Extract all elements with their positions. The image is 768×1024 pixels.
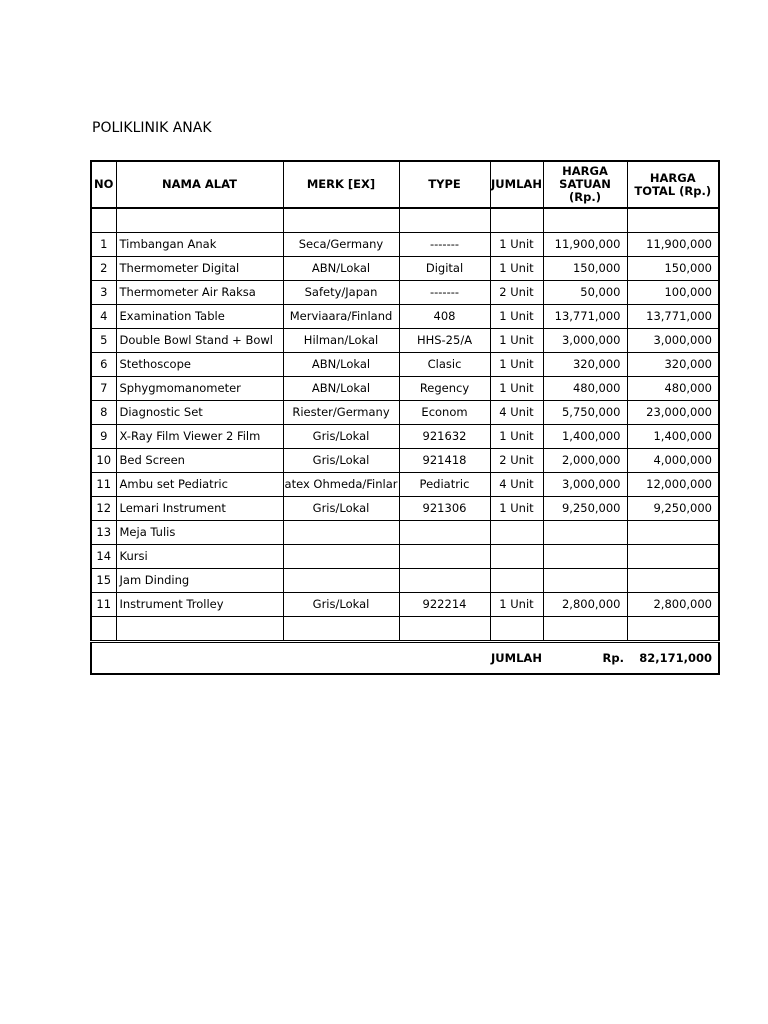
cell-harga-satuan: 11,900,000 [543, 233, 627, 257]
cell-type: ------- [399, 233, 490, 257]
cell-merk: Gris/Lokal [283, 425, 399, 449]
cell-nama-alat: Examination Table [116, 305, 283, 329]
cell-nama-alat: Thermometer Air Raksa [116, 281, 283, 305]
cell-harga-satuan: 3,000,000 [543, 329, 627, 353]
table-row [91, 425, 719, 449]
cell-harga-satuan: 2,800,000 [543, 593, 627, 617]
cell-harga-total: 2,800,000 [627, 593, 719, 617]
cell-nama-alat: Diagnostic Set [116, 401, 283, 425]
cell-no: 15 [91, 569, 116, 593]
cell-jumlah: 1 Unit [490, 257, 543, 281]
cell-harga-satuan: 480,000 [543, 377, 627, 401]
cell-merk: Hilman/Lokal [283, 329, 399, 353]
table-row [91, 545, 719, 569]
cell-type [399, 521, 490, 545]
cell-harga-satuan [543, 569, 627, 593]
header-nama-alat: NAMA ALAT [116, 161, 283, 208]
header-merk: MERK [EX] [283, 161, 399, 208]
cell-type: Digital [399, 257, 490, 281]
cell-type: Pediatric [399, 473, 490, 497]
cell-no: 14 [91, 545, 116, 569]
header-harga-satuan: HARGA SATUAN (Rp.) [543, 161, 627, 208]
cell-nama-alat: Sphygmomanometer [116, 377, 283, 401]
cell-harga-total [627, 521, 719, 545]
cell-jumlah [490, 545, 543, 569]
cell-merk: ABN/Lokal [283, 353, 399, 377]
cell-harga-total: 480,000 [627, 377, 719, 401]
cell-jumlah: 2 Unit [490, 449, 543, 473]
cell-merk [283, 545, 399, 569]
cell-no: 10 [91, 449, 116, 473]
cell-harga-total: 9,250,000 [627, 497, 719, 521]
cell-nama-alat: Jam Dinding [116, 569, 283, 593]
cell-nama-alat: Double Bowl Stand + Bowl [116, 329, 283, 353]
cell-no: 1 [91, 233, 116, 257]
cell-harga-satuan [543, 521, 627, 545]
equipment-table [90, 160, 720, 675]
cell-harga-total: 4,000,000 [627, 449, 719, 473]
cell-jumlah: 1 Unit [490, 425, 543, 449]
cell-merk: Gris/Lokal [283, 593, 399, 617]
cell-type: Clasic [399, 353, 490, 377]
cell-harga-total: 23,000,000 [627, 401, 719, 425]
cell-harga-satuan: 150,000 [543, 257, 627, 281]
cell-no: 3 [91, 281, 116, 305]
cell-type: Regency [399, 377, 490, 401]
cell-harga-total: 3,000,000 [627, 329, 719, 353]
header-jumlah: JUMLAH [490, 161, 543, 208]
cell-jumlah: 1 Unit [490, 329, 543, 353]
cell-harga-total: 11,900,000 [627, 233, 719, 257]
cell-no: 11 [91, 593, 116, 617]
cell-nama-alat: Bed Screen [116, 449, 283, 473]
cell-type: 408 [399, 305, 490, 329]
cell-harga-satuan: 3,000,000 [543, 473, 627, 497]
cell-merk: Riester/Germany [283, 401, 399, 425]
cell-jumlah: 1 Unit [490, 353, 543, 377]
cell-harga-total: 13,771,000 [627, 305, 719, 329]
table-row [91, 281, 719, 305]
cell-merk: Safety/Japan [283, 281, 399, 305]
table-row [91, 377, 719, 401]
cell-nama-alat: Timbangan Anak [116, 233, 283, 257]
blank-row [91, 617, 719, 642]
cell-no: 8 [91, 401, 116, 425]
table-row [91, 593, 719, 617]
cell-jumlah [490, 569, 543, 593]
cell-type: 921306 [399, 497, 490, 521]
cell-harga-total: 12,000,000 [627, 473, 719, 497]
header-harga-total: HARGA TOTAL (Rp.) [627, 161, 719, 208]
cell-type: 922214 [399, 593, 490, 617]
cell-harga-satuan: 50,000 [543, 281, 627, 305]
cell-type: HHS-25/A [399, 329, 490, 353]
cell-type [399, 569, 490, 593]
table-row [91, 233, 719, 257]
table-header-row [91, 161, 719, 208]
table-row [91, 497, 719, 521]
cell-jumlah: 4 Unit [490, 473, 543, 497]
cell-nama-alat: Lemari Instrument [116, 497, 283, 521]
table-row [91, 305, 719, 329]
cell-harga-satuan: 1,400,000 [543, 425, 627, 449]
cell-no: 11 [91, 473, 116, 497]
cell-harga-total: 100,000 [627, 281, 719, 305]
cell-no: 13 [91, 521, 116, 545]
table-row [91, 521, 719, 545]
total-currency: Rp. [543, 642, 627, 675]
cell-jumlah: 2 Unit [490, 281, 543, 305]
cell-type: Econom [399, 401, 490, 425]
cell-nama-alat: Ambu set Pediatric [116, 473, 283, 497]
cell-no: 5 [91, 329, 116, 353]
cell-nama-alat: Instrument Trolley [116, 593, 283, 617]
header-type: TYPE [399, 161, 490, 208]
cell-jumlah: 1 Unit [490, 233, 543, 257]
cell-merk: ABN/Lokal [283, 257, 399, 281]
cell-type: 921418 [399, 449, 490, 473]
cell-harga-total [627, 545, 719, 569]
cell-merk: ABN/Lokal [283, 377, 399, 401]
cell-no: 2 [91, 257, 116, 281]
grand-total: 82,171,000 [627, 642, 719, 675]
cell-harga-total: 1,400,000 [627, 425, 719, 449]
table-row [91, 257, 719, 281]
cell-harga-satuan: 13,771,000 [543, 305, 627, 329]
cell-nama-alat: X-Ray Film Viewer 2 Film [116, 425, 283, 449]
header-no: NO [91, 161, 116, 208]
cell-jumlah: 4 Unit [490, 401, 543, 425]
cell-nama-alat: Kursi [116, 545, 283, 569]
cell-harga-satuan: 2,000,000 [543, 449, 627, 473]
page-title: POLIKLINIK ANAK [92, 120, 212, 136]
cell-no: 7 [91, 377, 116, 401]
cell-merk: atex Ohmeda/Finlar [283, 473, 399, 497]
cell-type: ------- [399, 281, 490, 305]
cell-jumlah: 1 Unit [490, 305, 543, 329]
total-label: JUMLAH [490, 642, 543, 675]
cell-jumlah: 1 Unit [490, 497, 543, 521]
cell-nama-alat: Stethoscope [116, 353, 283, 377]
cell-no: 6 [91, 353, 116, 377]
cell-merk [283, 569, 399, 593]
cell-harga-satuan: 5,750,000 [543, 401, 627, 425]
cell-no: 4 [91, 305, 116, 329]
cell-harga-total: 320,000 [627, 353, 719, 377]
cell-jumlah: 1 Unit [490, 377, 543, 401]
cell-merk: Seca/Germany [283, 233, 399, 257]
cell-no: 12 [91, 497, 116, 521]
cell-no: 9 [91, 425, 116, 449]
cell-nama-alat: Meja Tulis [116, 521, 283, 545]
blank-row [91, 208, 719, 233]
cell-harga-total [627, 569, 719, 593]
total-row [91, 642, 719, 675]
cell-merk [283, 521, 399, 545]
table-row [91, 569, 719, 593]
cell-type [399, 545, 490, 569]
cell-type: 921632 [399, 425, 490, 449]
table-row [91, 473, 719, 497]
cell-nama-alat: Thermometer Digital [116, 257, 283, 281]
cell-harga-satuan: 9,250,000 [543, 497, 627, 521]
table-row [91, 353, 719, 377]
cell-jumlah [490, 521, 543, 545]
cell-harga-satuan: 320,000 [543, 353, 627, 377]
table-row [91, 449, 719, 473]
table-row [91, 329, 719, 353]
cell-jumlah: 1 Unit [490, 593, 543, 617]
cell-merk: Gris/Lokal [283, 449, 399, 473]
table-row [91, 401, 719, 425]
cell-harga-satuan [543, 545, 627, 569]
cell-merk: Gris/Lokal [283, 497, 399, 521]
cell-merk: Merviaara/Finland [283, 305, 399, 329]
cell-harga-total: 150,000 [627, 257, 719, 281]
